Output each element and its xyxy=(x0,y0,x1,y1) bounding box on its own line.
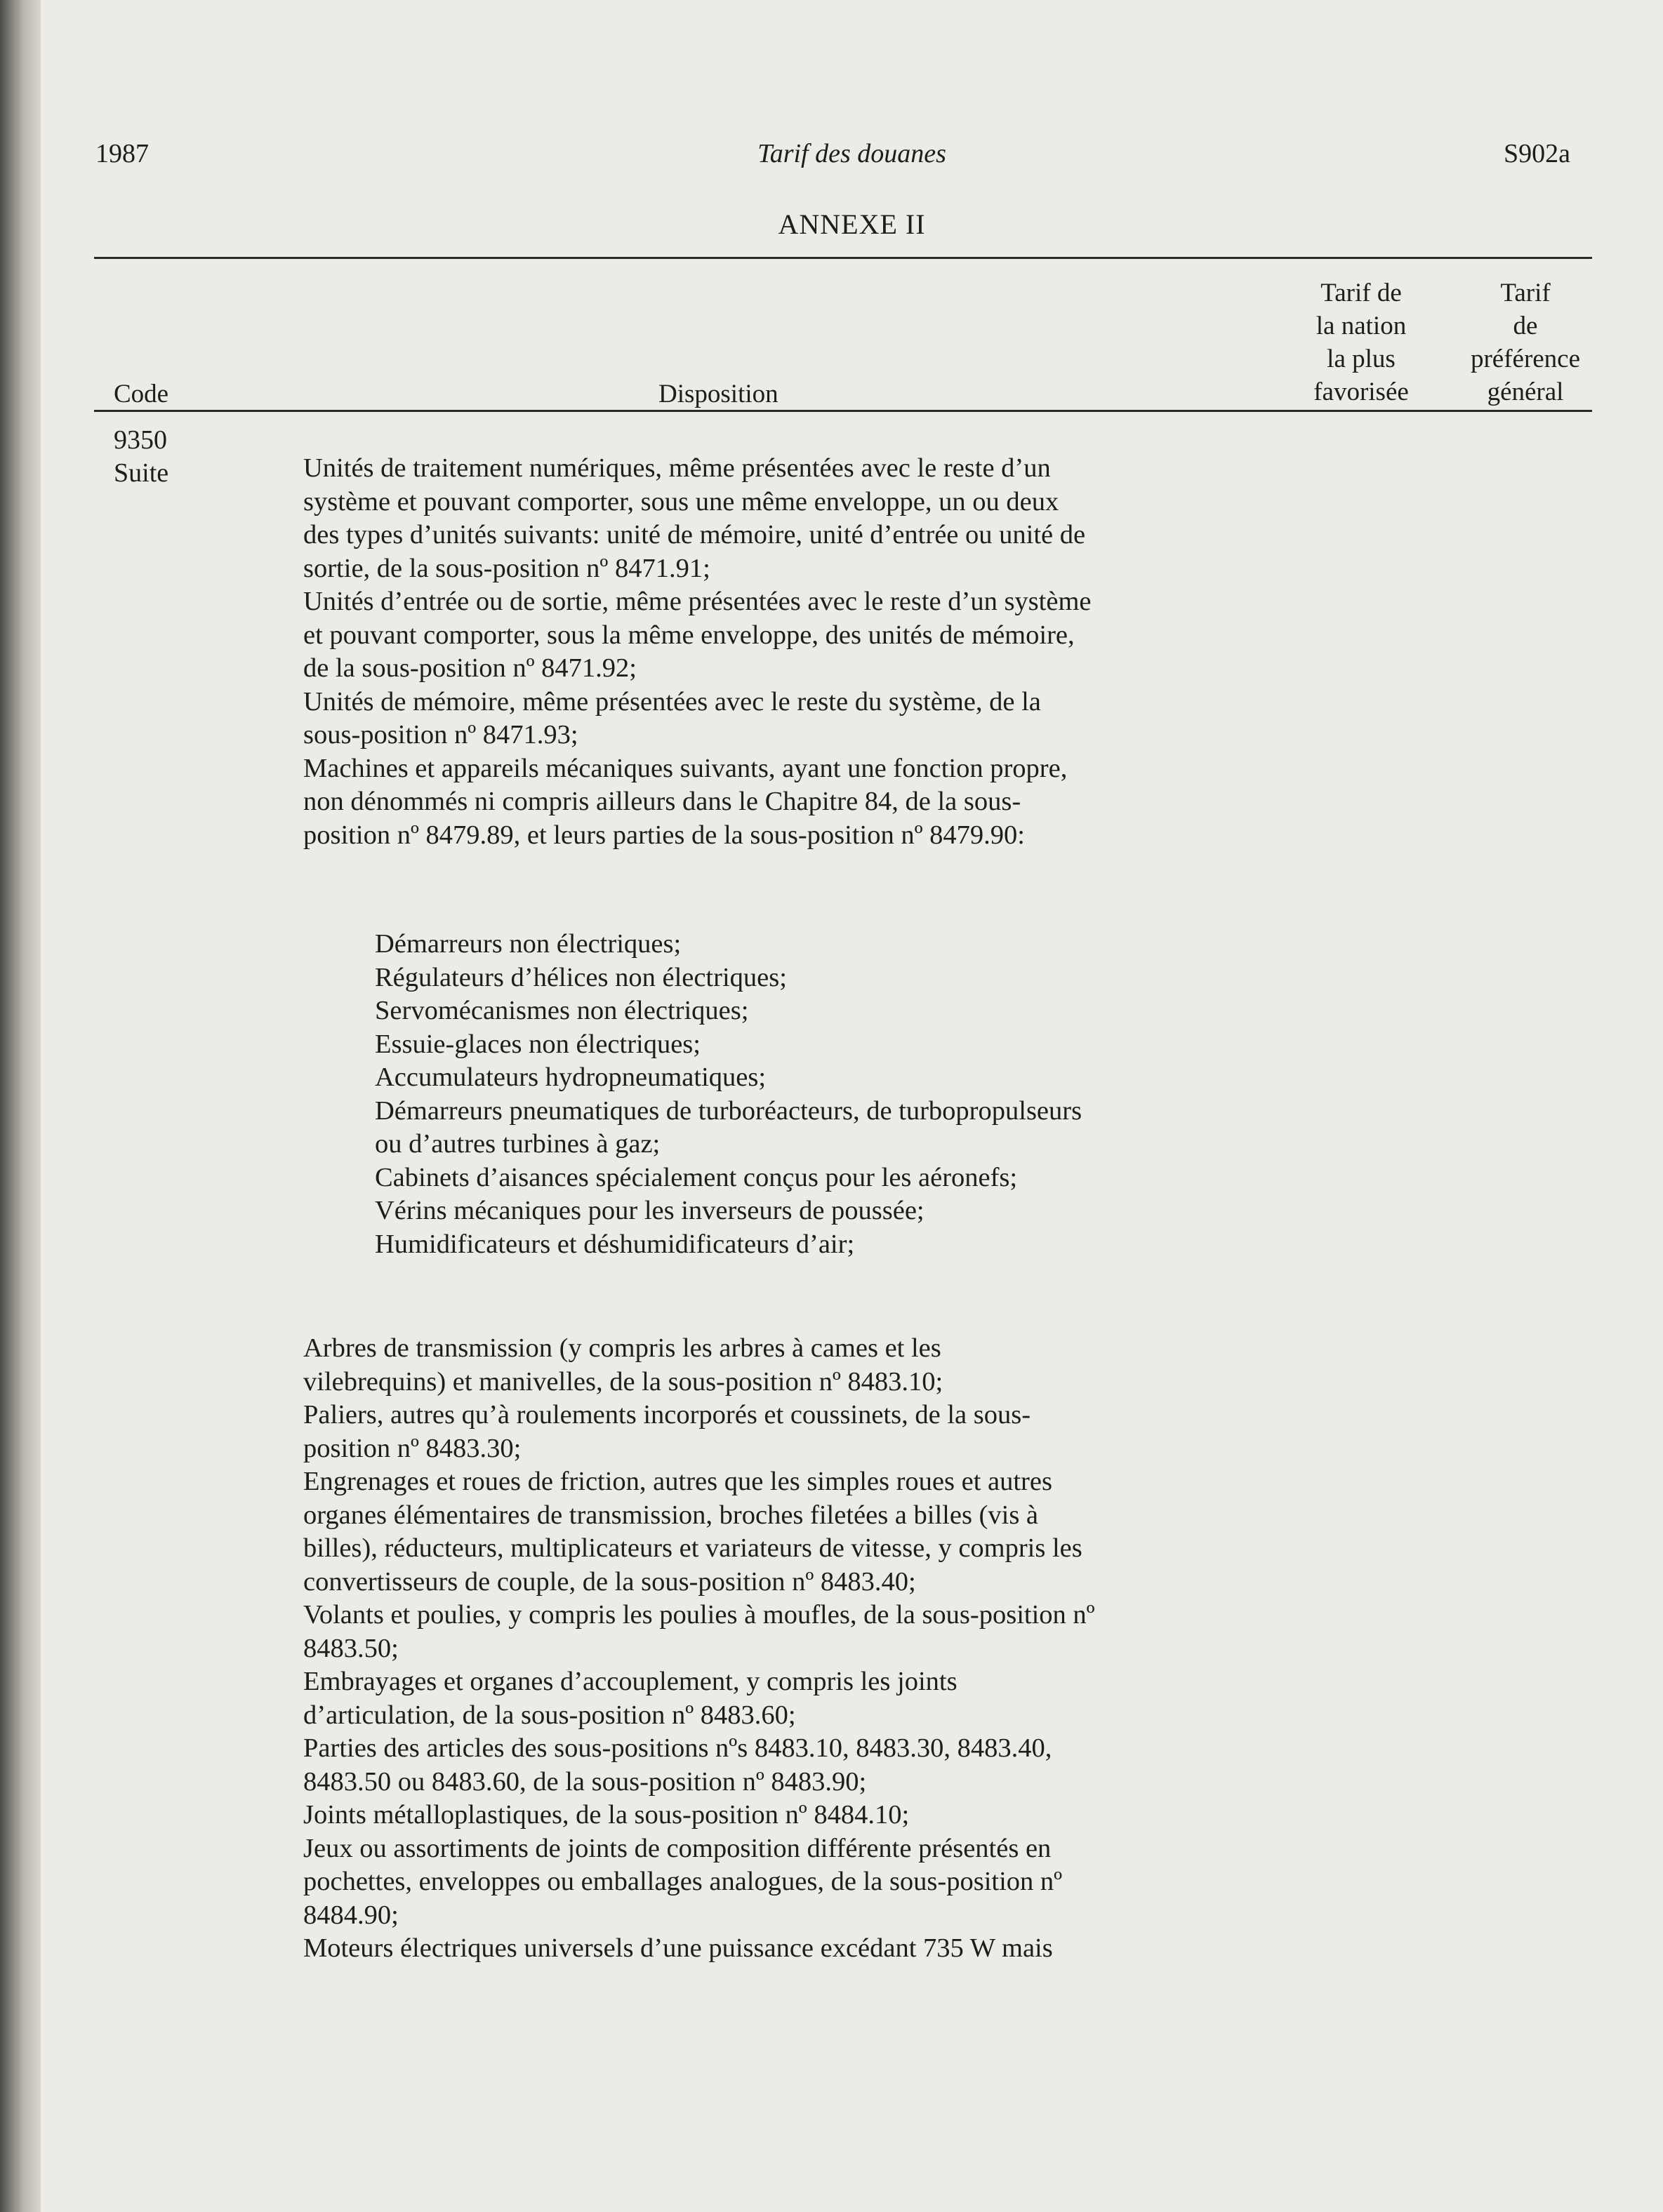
text-line: Embrayages et organes d’accouplement, y compris les joints xyxy=(303,1667,958,1696)
list-item: Démarreurs non électriques; xyxy=(375,929,682,959)
list-item: Servomécanismes non électriques; xyxy=(375,996,749,1025)
column-header-mfn-line: la nation xyxy=(1316,312,1407,340)
text-line: convertisseurs de couple, de la sous-position nº 8483.40; xyxy=(303,1566,916,1597)
column-header-mfn-line: la plus xyxy=(1327,345,1396,373)
tariff-code-cell xyxy=(114,424,168,490)
text-line: pochettes, enveloppes ou emballages analogues, de la sous-position nº xyxy=(303,1867,1063,1896)
column-header-gpt-line: de xyxy=(1513,312,1538,340)
text-line: d’articulation, de la sous-position nº 8483.60; xyxy=(303,1700,796,1730)
text-line: système et pouvant comporter, sous une même enveloppe, un ou deux xyxy=(303,486,1059,517)
text-line: Paliers, autres qu’à roulements incorporés et coussinets, de la sous- xyxy=(303,1400,1031,1430)
text-line: non dénommés ni compris ailleurs dans le Chapitre 84, de la sous- xyxy=(303,787,1021,816)
header-title: Tarif des douanes xyxy=(757,139,946,168)
text-line: sous-position nº 8471.93; xyxy=(303,720,578,749)
text-line: de la sous-position nº 8471.92; xyxy=(303,653,637,683)
text-line: sortie, de la sous-position nº 8471.91; xyxy=(303,553,710,583)
column-header-code: Code xyxy=(114,380,169,408)
text-line: position nº 8479.89, et leurs parties de la sous-position nº 8479.90: xyxy=(303,820,1025,850)
column-header-gpt-line: préférence xyxy=(1470,345,1581,373)
text-line: organes élémentaires de transmission, broches filetées a billes (vis à xyxy=(303,1500,1039,1530)
text-line: Unités de mémoire, même présentées avec le reste du système, de la xyxy=(303,686,1041,717)
list-item: Cabinets d’aisances spécialement conçus pour les aéronefs; xyxy=(375,1162,1018,1192)
text-line: position nº 8483.30; xyxy=(303,1433,522,1463)
disposition-text-group-2-indented-list xyxy=(375,928,1372,1261)
text-line: Moteurs électriques universels d’une puissance excédant 735 W mais xyxy=(303,1933,1053,1963)
text-line: vilebrequins) et manivelles, de la sous-position nº 8483.10; xyxy=(303,1366,943,1397)
text-line: Machines et appareils mécaniques suivants, ayant une fonction propre, xyxy=(303,753,1068,783)
header-reference: S902a xyxy=(1504,139,1570,168)
column-header-mfn-line: Tarif de xyxy=(1320,279,1402,307)
text-line: Engrenages et roues de friction, autres que les simples roues et autres xyxy=(303,1467,1052,1496)
column-header-general-preferential-tariff xyxy=(1438,276,1613,408)
text-line: 8484.90; xyxy=(303,1900,399,1930)
text-line: Joints métalloplastiques, de la sous-position nº 8484.10; xyxy=(303,1800,910,1830)
column-header-disposition: Disposition xyxy=(658,380,779,408)
header-year: 1987 xyxy=(95,139,149,168)
list-item: Accumulateurs hydropneumatiques; xyxy=(375,1062,767,1092)
text-line: Jeux ou assortiments de joints de composition différente présentés en xyxy=(303,1833,1052,1863)
text-line: Unités d’entrée ou de sortie, même présentées avec le reste d’un système xyxy=(303,587,1092,616)
disposition-text-group-3 xyxy=(303,1332,1300,1966)
text-line: 8483.50; xyxy=(303,1633,399,1663)
header-bottom-rule xyxy=(94,410,1592,412)
document-page xyxy=(41,0,1663,2212)
table-top-rule xyxy=(94,257,1592,259)
list-item: Démarreurs pneumatiques de turboréacteurs, de turbopropulseurs xyxy=(375,1095,1082,1126)
text-line: Volants et poulies, y compris les poulies à moufles, de la sous-position nº xyxy=(303,1600,1095,1630)
list-item: Régulateurs d’hélices non électriques; xyxy=(375,962,787,992)
text-line: 8483.50 ou 8483.60, de la sous-position nº 8483.90; xyxy=(303,1766,867,1797)
text-line: Parties des articles des sous-positions nºs 8483.10, 8483.30, 8483.40, xyxy=(303,1733,1052,1763)
tariff-code: 9350 xyxy=(114,425,167,455)
list-item: ou d’autres turbines à gaz; xyxy=(375,1129,661,1159)
annex-title: ANNEXE II xyxy=(778,208,926,240)
tariff-code-continued: Suite xyxy=(114,458,169,488)
column-header-mfn-line: favorisée xyxy=(1313,378,1409,406)
column-header-gpt-line: Tarif xyxy=(1500,279,1551,307)
column-header-mfn-tariff xyxy=(1278,276,1445,408)
list-item: Essuie-glaces non électriques; xyxy=(375,1029,701,1059)
text-line: des types d’unités suivants: unité de mémoire, unité d’entrée ou unité de xyxy=(303,520,1086,549)
text-line: Unités de traitement numériques, même présentées avec le reste d’un xyxy=(303,453,1051,483)
text-line: Arbres de transmission (y compris les arbres à cames et les xyxy=(303,1333,941,1363)
text-line: billes), réducteurs, multiplicateurs et variateurs de vitesse, y compris les xyxy=(303,1533,1082,1563)
column-header-gpt-line: général xyxy=(1487,378,1564,406)
list-item: Humidificateurs et déshumidificateurs d’air; xyxy=(375,1229,855,1259)
binding-edge xyxy=(0,0,41,2212)
list-item: Vérins mécaniques pour les inverseurs de poussée; xyxy=(375,1196,925,1225)
text-line: et pouvant comporter, sous la même enveloppe, des unités de mémoire, xyxy=(303,620,1075,650)
disposition-text-group-1 xyxy=(303,452,1300,852)
